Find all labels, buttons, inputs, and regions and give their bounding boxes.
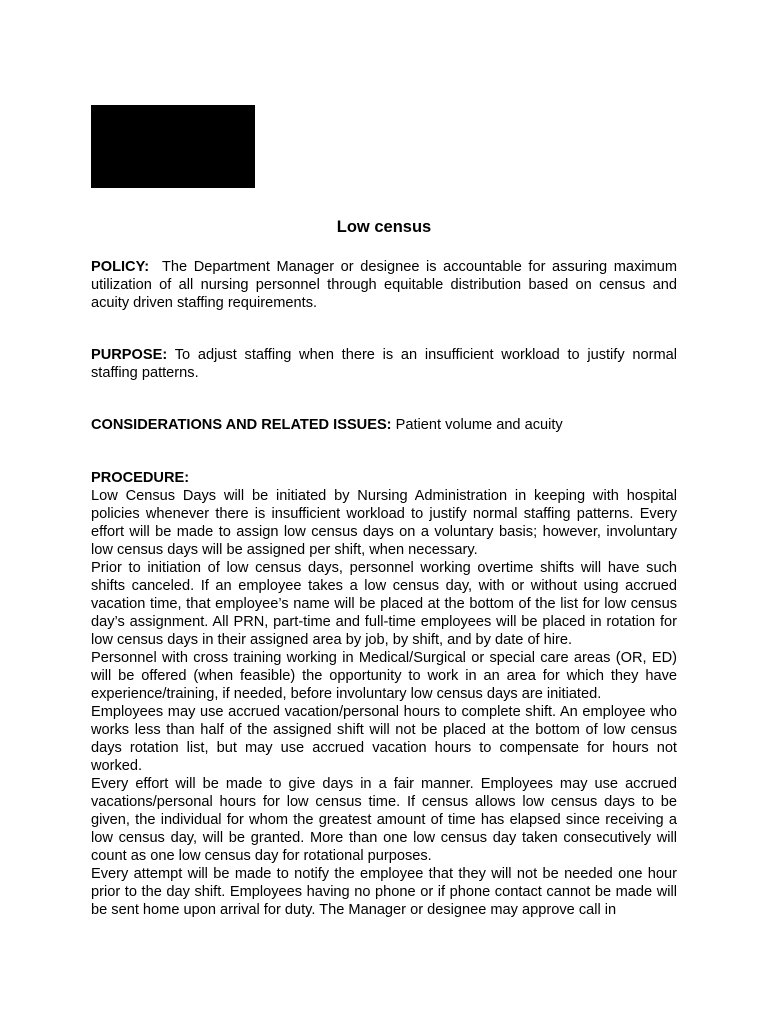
procedure-paragraph: Prior to initiation of low census days, personnel working overtime shifts will have such shifts canceled. If an employee takes a low census day, with or without using accrued vacation time, that employee’s name will be placed at the bottom of the list for low census day’s assignment. All PRN, part-time and full-time employees will be placed in rotation for low census days in their assigned area by job, by shift, and by date of hire. (91, 560, 677, 648)
policy-section (91, 258, 677, 312)
considerations-section (91, 416, 677, 434)
policy-label: POLICY: (91, 259, 150, 275)
procedure-paragraph: Every attempt will be made to notify the employee that they will not be needed one hour prior to the day shift. Employees having no phone or if phone contact cannot be made will be sent home upon arrival for duty. The Manager or designee may approve call in (91, 866, 677, 918)
redacted-logo-block (91, 105, 255, 188)
document-body (91, 216, 677, 919)
procedure-paragraph: Every effort will be made to give days in a fair manner. Employees may use accrued vacations/personal hours for low census time. If census allows low census days to be given, the individual for whom the greatest amount of time has elapsed since receiving a low census day, will be granted. More than one low census day taken consecutively will count as one low census day for rotational purposes. (91, 776, 677, 864)
procedure-paragraph: Employees may use accrued vacation/personal hours to complete shift. An employee who works less than half of the assigned shift will not be placed at the bottom of low census days rotation list, but may use accrued vacation hours to compensate for hours not worked. (91, 704, 677, 774)
policy-text: The Department Manager or designee is accountable for assuring maximum utilization of all nursing personnel through equitable distribution based on census and acuity driven staffing requirements. (91, 259, 677, 311)
considerations-label: CONSIDERATIONS AND RELATED ISSUES: (91, 417, 392, 433)
procedure-label: PROCEDURE: (91, 470, 190, 486)
document-title: Low census (336, 218, 432, 236)
procedure-paragraph: Low Census Days will be initiated by Nursing Administration in keeping with hospital policies whenever there is insufficient workload to justify normal staffing patterns. Every effort will be made to assign low census days on a voluntary basis; however, involuntary low census days will be assigned per shift, when necessary. (91, 488, 677, 558)
considerations-text: Patient volume and acuity (395, 417, 563, 433)
purpose-label: PURPOSE: (91, 347, 168, 363)
purpose-text: To adjust staffing when there is an insufficient workload to justify normal staffing patterns. (91, 347, 677, 381)
purpose-section (91, 346, 677, 382)
procedure-paragraph: Personnel with cross training working in Medical/Surgical or special care areas (OR, ED) will be offered (when feasible) the opportunity to work in an area for which they have experience/training, if needed, before involuntary low census days are initiated. (91, 650, 677, 702)
